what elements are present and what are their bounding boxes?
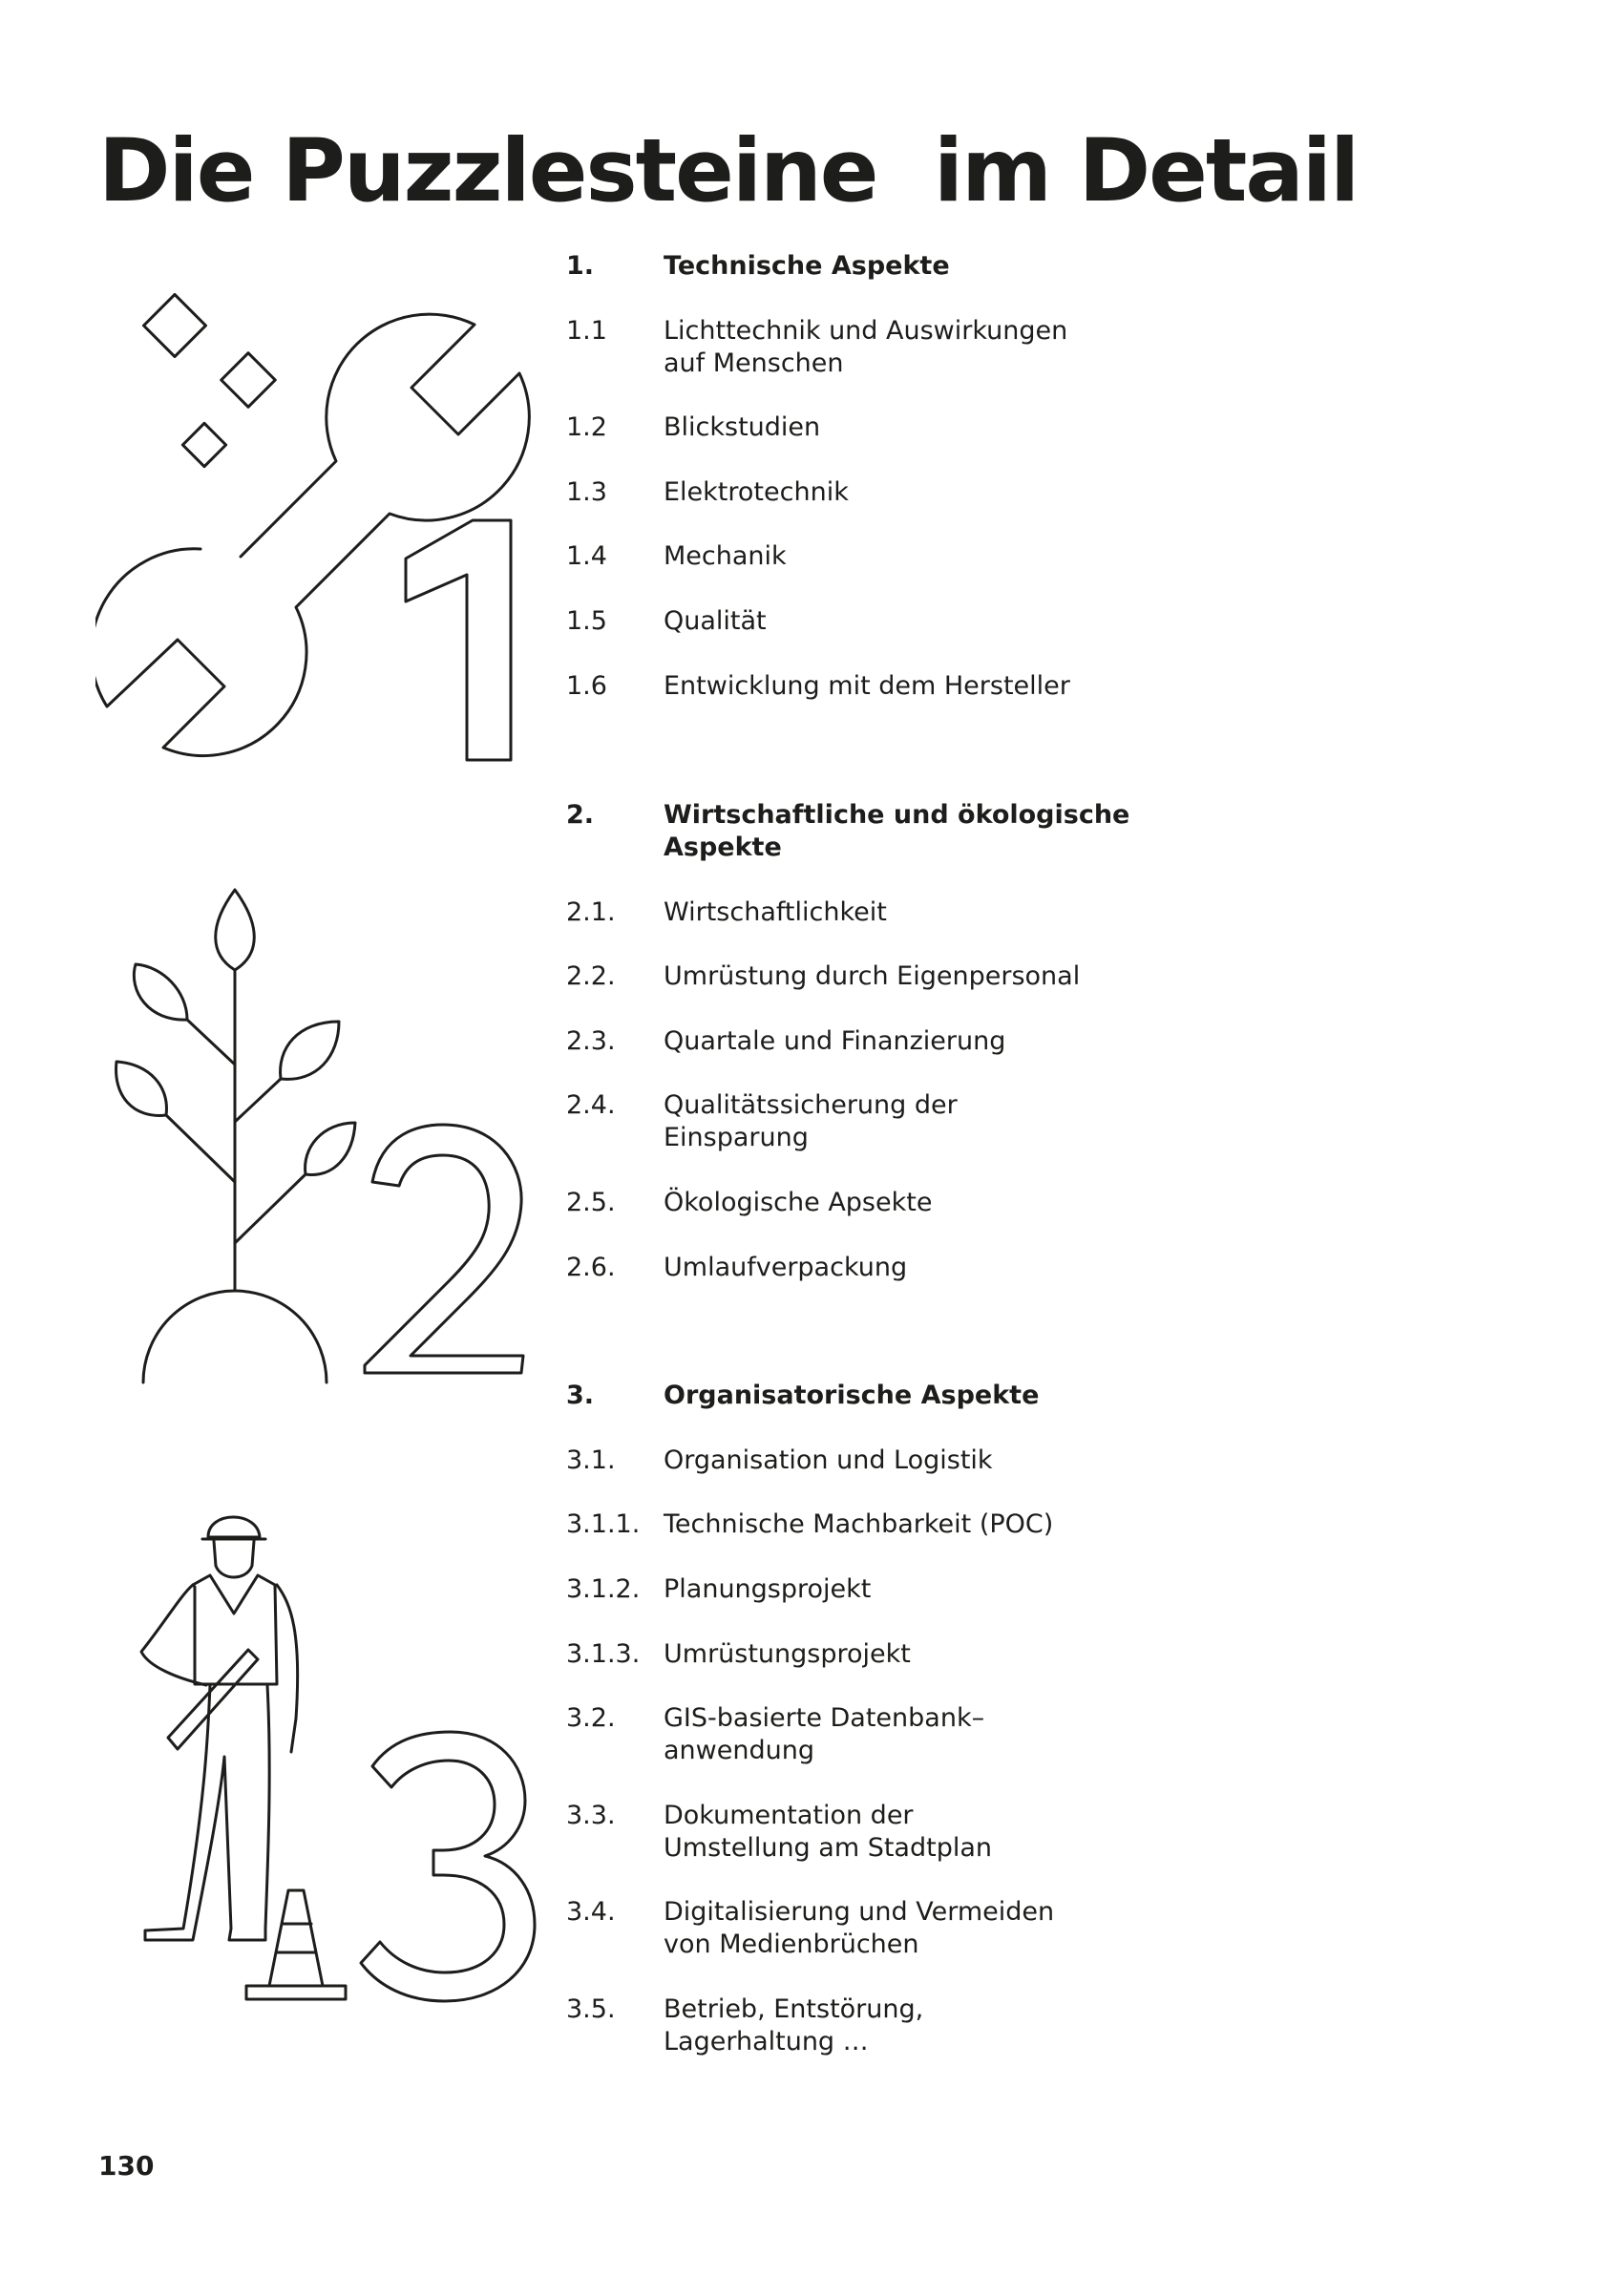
toc-item-label: Umlaufverpackung	[664, 1253, 908, 1282]
section-number: 2.	[566, 800, 595, 830]
toc-item-number: 2.3.	[566, 1026, 616, 1056]
toc-item-label: Mechanik	[664, 541, 787, 571]
section-2-illustration	[95, 878, 535, 1394]
toc-item-label: GIS-basierte Datenbank– anwendung	[664, 1703, 985, 1765]
toc-item-label: Qualität	[664, 606, 767, 636]
section-title: Technische Aspekte	[664, 251, 950, 281]
toc-item-number: 2.4.	[566, 1090, 616, 1120]
section-number: 1.	[566, 251, 595, 281]
toc-item-number: 2.6.	[566, 1253, 616, 1282]
toc-item-number: 3.4.	[566, 1897, 616, 1927]
toc-item-number: 1.4	[566, 541, 607, 571]
toc-item-label: Wirtschaftlichkeit	[664, 897, 887, 927]
numeral-one-outline	[406, 520, 511, 760]
wrench-icon	[95, 314, 529, 755]
section-title: Wirtschaftliche und ökologische Aspekte	[664, 800, 1130, 862]
toc-item-number: 3.1.2.	[566, 1574, 641, 1604]
toc-item-number: 3.1.1.	[566, 1509, 641, 1539]
toc-item-label: Technische Machbarkeit (POC)	[664, 1509, 1054, 1539]
toc-item-number: 2.5.	[566, 1188, 616, 1217]
toc-item-label: Qualitätssicherung der Einsparung	[664, 1090, 958, 1152]
toc-item-number: 1.6	[566, 671, 607, 701]
toc-item-label: Lichttechnik und Auswirkungen auf Menschen	[664, 316, 1068, 378]
numeral-three-outline	[361, 1732, 535, 2001]
worker-icon	[141, 1517, 298, 1940]
diamond-icon	[143, 294, 275, 466]
page-number: 130	[98, 2150, 155, 2182]
toc-item-label: Planungsprojekt	[664, 1574, 872, 1604]
toc-item-label: Ökologische Apsekte	[664, 1188, 933, 1217]
toc-item-label: Entwicklung mit dem Hersteller	[664, 671, 1070, 701]
toc-item-number: 2.1.	[566, 897, 616, 927]
toc-item-number: 3.2.	[566, 1703, 616, 1733]
toc-item-number: 1.3	[566, 477, 607, 507]
section-3-illustration	[115, 1489, 554, 2005]
toc-item-label: Umrüstung durch Eigenpersonal	[664, 961, 1081, 991]
toc-item-number: 3.1.3.	[566, 1639, 641, 1669]
numeral-two-outline	[365, 1125, 523, 1373]
toc-item-number: 1.1	[566, 316, 607, 346]
toc-item-label: Digitalisierung und Vermeiden von Medienbrüchen	[664, 1897, 1055, 1959]
toc-item-number: 3.1.	[566, 1445, 616, 1475]
toc-item-label: Umrüstungsprojekt	[664, 1639, 911, 1669]
toc-item-label: Blickstudien	[664, 412, 821, 442]
section-title: Organisatorische Aspekte	[664, 1381, 1040, 1410]
section-1-illustration	[95, 286, 535, 773]
traffic-cone-icon	[246, 1890, 346, 1999]
toc-item-number: 1.2	[566, 412, 607, 442]
plant-icon	[116, 890, 355, 1382]
toc-item-label: Elektrotechnik	[664, 477, 849, 507]
toc-item-number: 2.2.	[566, 961, 616, 991]
toc-item-number: 3.5.	[566, 1994, 616, 2024]
toc-item-label: Betrieb, Entstörung, Lagerhaltung …	[664, 1994, 924, 2057]
toc-item-label: Organisation und Logistik	[664, 1445, 993, 1475]
section-number: 3.	[566, 1381, 595, 1410]
toc-item-number: 1.5	[566, 606, 607, 636]
page-title: Die Puzzlesteine im Detail	[98, 121, 1359, 221]
toc-item-label: Dokumentation der Umstellung am Stadtplan	[664, 1801, 992, 1863]
toc-item-label: Quartale und Finanzierung	[664, 1026, 1006, 1056]
toc-item-number: 3.3.	[566, 1801, 616, 1830]
